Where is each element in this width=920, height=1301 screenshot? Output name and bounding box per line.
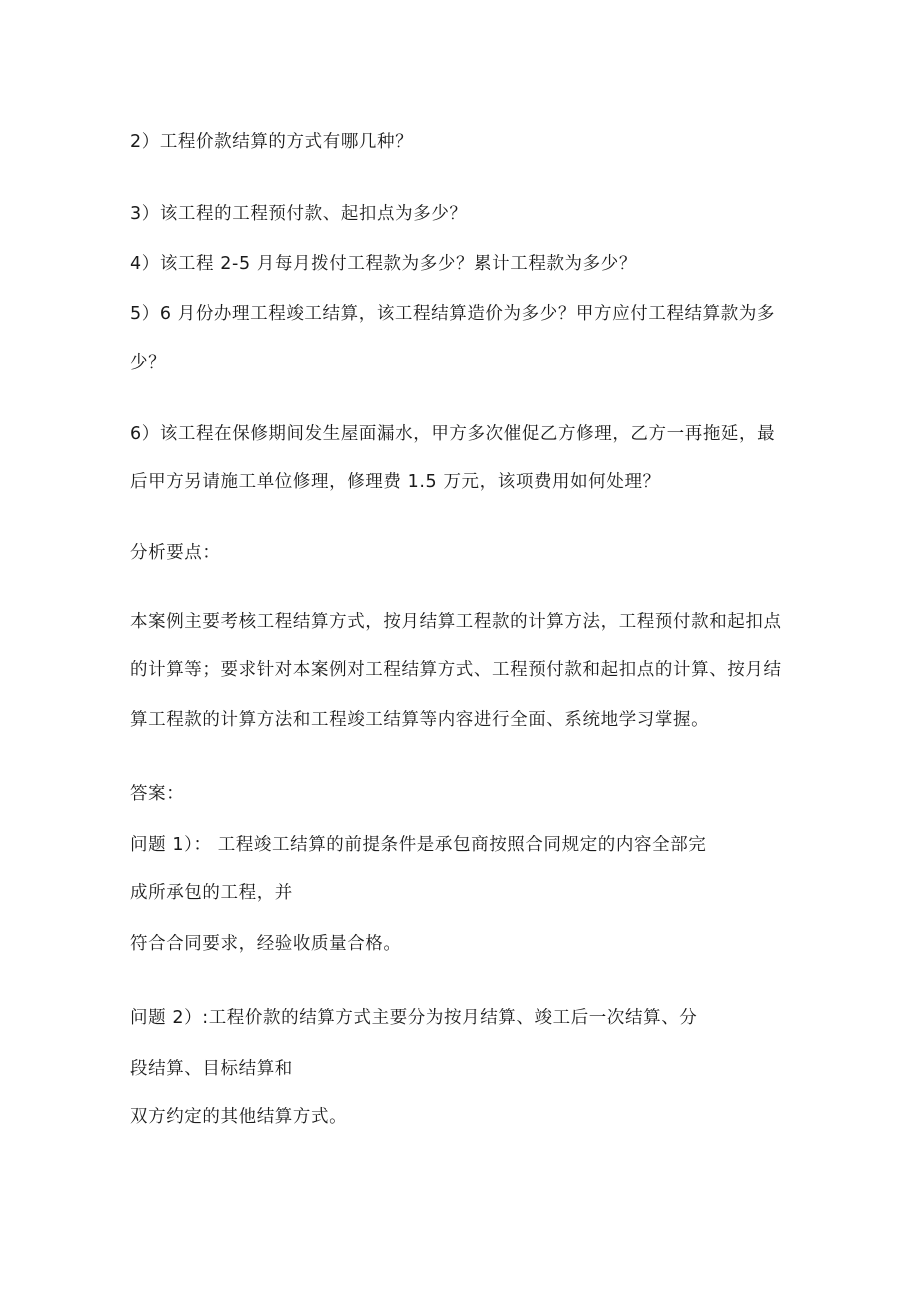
- question-5-line-1: 5）6 月份办理工程竣工结算，该工程结算造价为多少？甲方应付工程结算款为多: [130, 304, 776, 324]
- answer-1-line-2: 成所承包的工程，并: [130, 883, 293, 903]
- answers-heading: 答案：: [130, 784, 185, 804]
- question-4: 4）该工程 2-5 月每月拨付工程款为多少？累计工程款为多少？: [130, 254, 637, 274]
- answer-1-line-3: 符合合同要求，经验收质量合格。: [130, 934, 402, 954]
- question-5-line-2: 少？: [130, 353, 167, 373]
- analysis-line-1: 本案例主要考核工程结算方式，按月结算工程款的计算方法，工程预付款和起扣点: [130, 612, 782, 632]
- analysis-line-2: 的计算等；要求针对本案例对工程结算方式、工程预付款和起扣点的计算、按月结: [130, 660, 782, 680]
- answer-2-line-2: 段结算、目标结算和: [130, 1059, 293, 1079]
- answer-1-line-1: 问题 1）： 工程竣工结算的前提条件是承包商按照合同规定的内容全部完: [130, 835, 707, 855]
- question-6-line-1: 6）该工程在保修期间发生屋面漏水，甲方多次催促乙方修理，乙方一再拖延，最: [130, 424, 776, 444]
- question-3: 3）该工程的工程预付款、起扣点为多少？: [130, 204, 468, 224]
- analysis-heading: 分析要点：: [130, 543, 221, 563]
- answer-2-line-1: 问题 2）:工程价款的结算方式主要分为按月结算、竣工后一次结算、分: [130, 1008, 698, 1028]
- question-2: 2）工程价款结算的方式有哪几种？: [130, 132, 414, 152]
- question-6-line-2: 后甲方另请施工单位修理，修理费 1.5 万元，该项费用如何处理？: [130, 472, 661, 492]
- analysis-line-3: 算工程款的计算方法和工程竣工结算等内容进行全面、系统地学习掌握。: [130, 710, 710, 730]
- answer-2-line-3: 双方约定的其他结算方式。: [130, 1107, 348, 1127]
